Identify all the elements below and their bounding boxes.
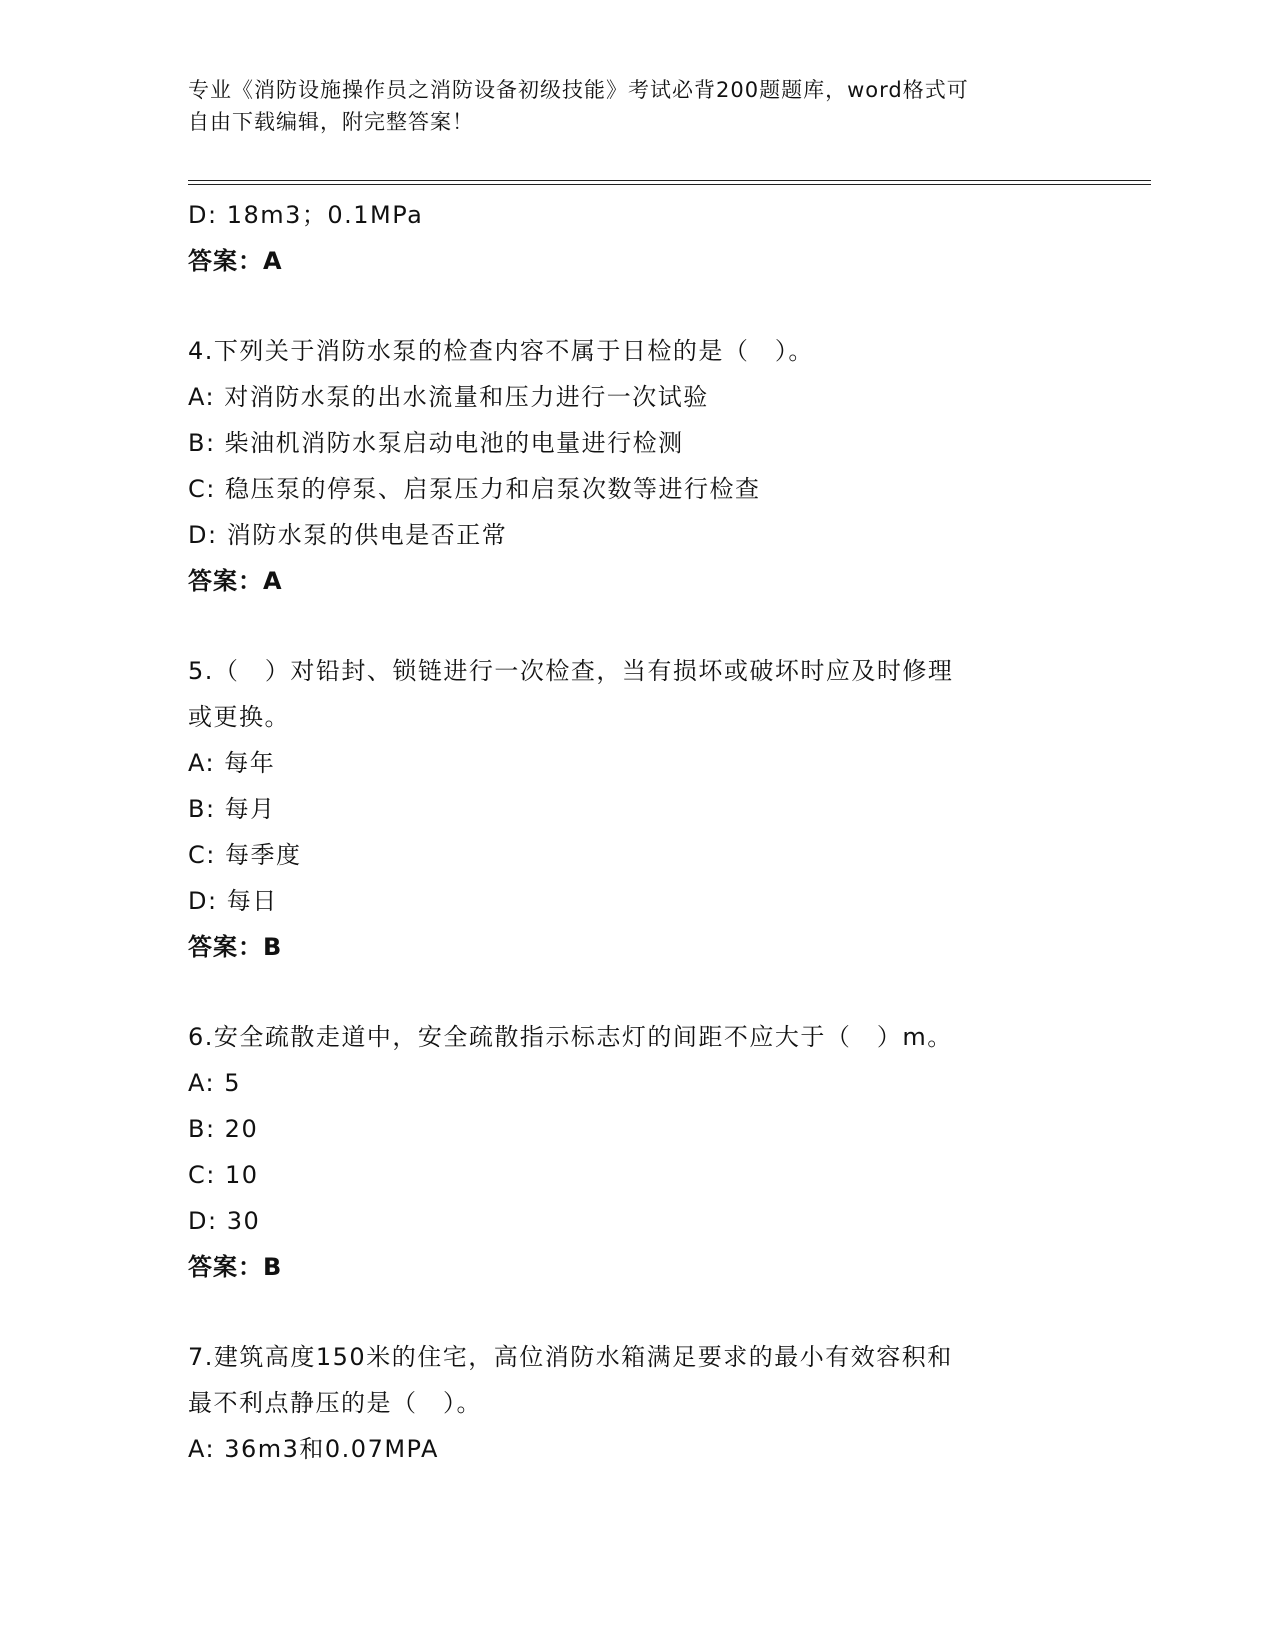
q3-answer: 答案：A — [188, 247, 283, 275]
header-divider — [188, 180, 1151, 185]
q4-option-a: A: 对消防水泵的出水流量和压力进行一次试验 — [188, 383, 709, 411]
q4-option-c: C: 稳压泵的停泵、启泵压力和启泵次数等进行检查 — [188, 475, 761, 503]
spacer — [188, 1290, 1088, 1334]
q5-stem-line-2: 或更换。 — [188, 703, 290, 731]
q5-answer: 答案：B — [188, 933, 283, 961]
q7-stem-line-2: 最不利点静压的是（ ）。 — [188, 1389, 482, 1417]
q6-option-c: C: 10 — [188, 1161, 259, 1189]
question-content — [188, 192, 1088, 1472]
q5-option-c: C: 每季度 — [188, 841, 302, 869]
q5-stem-line-1: 5.（ ）对铅封、锁链进行一次检查，当有损坏或破坏时应及时修理 — [188, 657, 954, 685]
q5-option-b: B: 每月 — [188, 795, 276, 823]
spacer — [188, 604, 1088, 648]
q3-option-d: D: 18m3；0.1MPa — [188, 201, 424, 229]
q4-option-d: D: 消防水泵的供电是否正常 — [188, 521, 508, 549]
document-header — [188, 74, 1088, 138]
q4-option-b: B: 柴油机消防水泵启动电池的电量进行检测 — [188, 429, 684, 457]
header-line-1: 专业《消防设施操作员之消防设备初级技能》考试必背200题题库，word格式可 — [188, 78, 969, 102]
q4-stem: 4.下列关于消防水泵的检查内容不属于日检的是（ ）。 — [188, 337, 814, 365]
q5-option-a: A: 每年 — [188, 749, 276, 777]
q5-option-d: D: 每日 — [188, 887, 278, 915]
q4-answer: 答案：A — [188, 567, 283, 595]
q6-answer: 答案：B — [188, 1253, 283, 1281]
spacer — [188, 970, 1088, 1014]
q6-option-b: B: 20 — [188, 1115, 259, 1143]
spacer — [188, 284, 1088, 328]
q6-stem: 6.安全疏散走道中，安全疏散指示标志灯的间距不应大于（ ）m。 — [188, 1023, 953, 1051]
header-line-2: 自由下载编辑，附完整答案！ — [188, 110, 474, 134]
q7-stem-line-1: 7.建筑高度150米的住宅，高位消防水箱满足要求的最小有效容积和 — [188, 1343, 953, 1371]
q6-option-a: A: 5 — [188, 1069, 241, 1097]
q6-option-d: D: 30 — [188, 1207, 261, 1235]
q7-option-a: A: 36m3和0.07MPA — [188, 1435, 439, 1463]
